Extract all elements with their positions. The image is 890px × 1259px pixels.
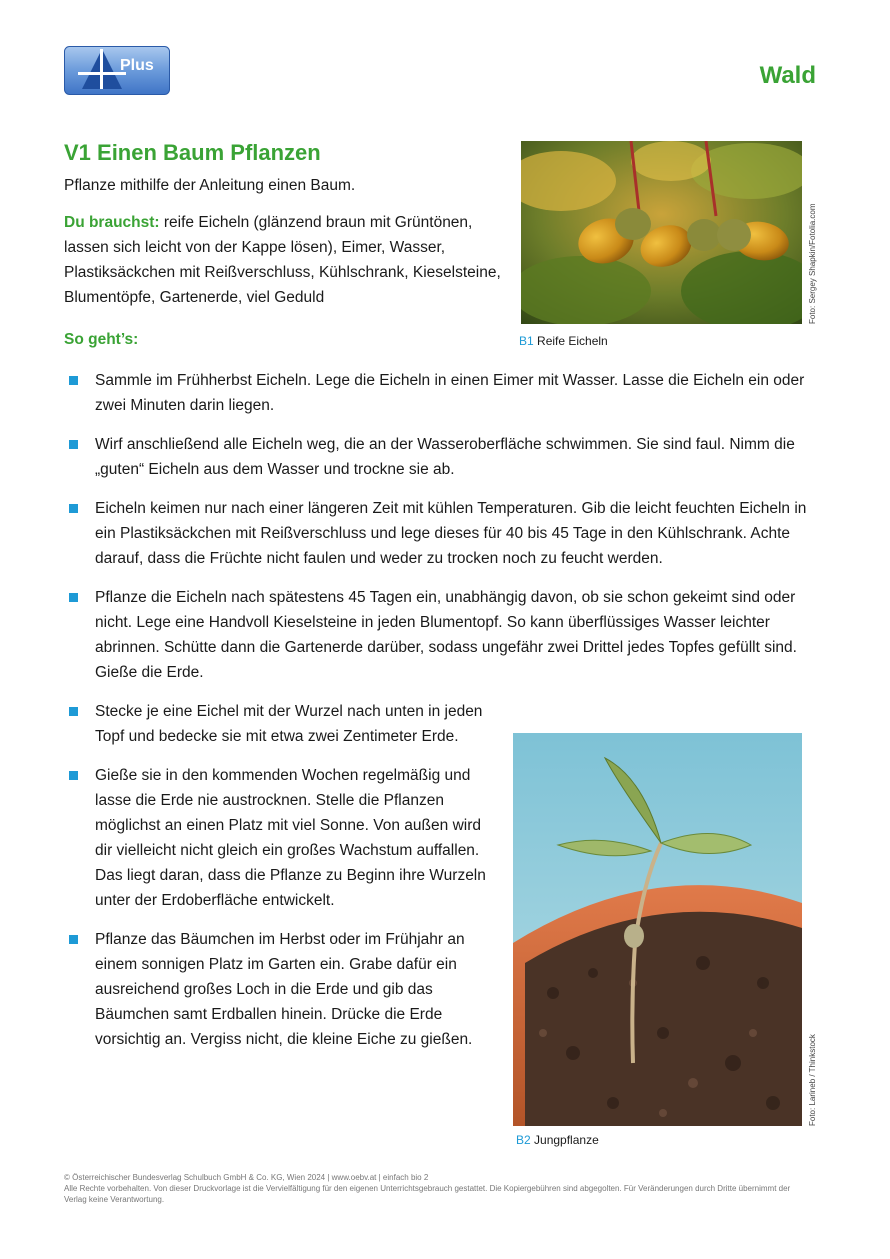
chapter-title: Wald [759,62,816,89]
list-item: Eicheln keimen nur nach einer längeren Zeit mit kühlen Temperaturen. Gib die leicht feuchten Eicheln in ein Plastiksäckchen mit Reißverschluss und lege dieses für 40 bis 45 Tage in den Kühlschrank. Achte darauf, dass die Früchte nicht faulen und weder zu trocken noch zu feucht werden. [64,496,815,571]
materials-label: Du brauchst: [64,214,160,231]
logo-text: Plus [120,57,154,74]
howto-label: So geht’s: [64,331,139,348]
list-item: Sammle im Frühherbst Eicheln. Lege die Eicheln in einen Eimer mit Wasser. Lasse die Eicheln ein oder zwei Minuten darin liegen. [64,368,815,418]
acorns-photo [521,141,802,324]
footer-copyright: © Österreichischer Bundesverlag Schulbuch GmbH & Co. KG, Wien 2024 | www.oebv.at | einfach bio 2 [64,1173,429,1182]
photo-credit-2: Foto: Larineb / Thinkstock [808,1034,817,1126]
list-item: Pflanze das Bäumchen im Herbst oder im Frühjahr an einem sonnigen Platz im Garten ein. Grabe dafür ein ausreichend großes Loch in die Erde und gib das Bäumchen samt Erdballen hinein. Drücke die Erde vorsichtig an. Vergiss nicht, die kleine Eiche zu gießen. [64,927,500,1052]
square-bullet-icon [69,593,78,602]
materials-paragraph [64,210,504,310]
figure-caption-1 [519,334,608,348]
square-bullet-icon [69,707,78,716]
figure-number-2: B2 [516,1133,531,1147]
list-item: Gieße sie in den kommenden Wochen regelmäßig und lasse die Erde nie austrocknen. Stelle die Pflanzen möglichst an einen Platz mit viel Sonne. Von außen wird dir vielleicht nicht gleich ein großes Wachstum auffallen. Das liegt daran, dass die Pflanze zu Beginn ihre Wurzeln unter der Erdoberfläche entwickelt. [64,763,500,913]
figure-number-1: B1 [519,334,534,348]
square-bullet-icon [69,935,78,944]
square-bullet-icon [69,376,78,385]
list-item: Wirf anschließend alle Eicheln weg, die an der Wasseroberfläche schwimmen. Sie sind faul. Nimm die „guten“ Eicheln aus dem Wasser und trockne sie ab. [64,432,815,482]
plus-logo [64,46,170,95]
materials-text: reife Eicheln (glänzend braun mit Grüntönen, lassen sich leicht von der Kappe lösen), Eimer, Wasser, Plastiksäckchen mit Reißverschluss, Kühlschrank, Kieselsteine, Blumentöpfe, Gartenerde, viel Geduld [64,214,501,306]
footer [64,1172,804,1205]
square-bullet-icon [69,504,78,513]
square-bullet-icon [69,771,78,780]
list-item: Pflanze die Eicheln nach spätestens 45 Tagen ein, unabhängig davon, ob sie schon gekeimt sind oder nicht. Lege eine Handvoll Kieselsteine in jeden Blumentopf. So kann überflüssiges Wasser leichter abrinnen. Schütte dann die Gartenerde darüber, sodass ungefähr zwei Drittel jedes Topfes gefüllt sind. Gieße die Erde. [64,585,815,685]
figure-caption-text-1: Reife Eicheln [533,334,608,348]
intro-text: Pflanze mithilfe der Anleitung einen Baum. [64,177,356,194]
figure-caption-2 [516,1133,599,1147]
figure-caption-text-2: Jungpflanze [530,1133,599,1147]
list-item: Stecke je eine Eichel mit der Wurzel nach unten in jeden Topf und bedecke sie mit etwa zwei Zentimeter Erde. [64,699,500,749]
seedling-photo [513,733,802,1126]
photo-credit-1: Foto: Sergey Shapkin/Fotolia.com [808,203,817,324]
footer-rights: Alle Rechte vorbehalten. Von dieser Druckvorlage ist die Vervielfältigung für den eigenen Unterrichtsgebrauch gestattet. Die Kopiergebühren sind abgegolten. Für Veränderungen durch Dritte übernimmt der Verlag keine Verantwortung. [64,1184,791,1204]
page-title: V1 Einen Baum Pflanzen [64,140,321,165]
square-bullet-icon [69,440,78,449]
